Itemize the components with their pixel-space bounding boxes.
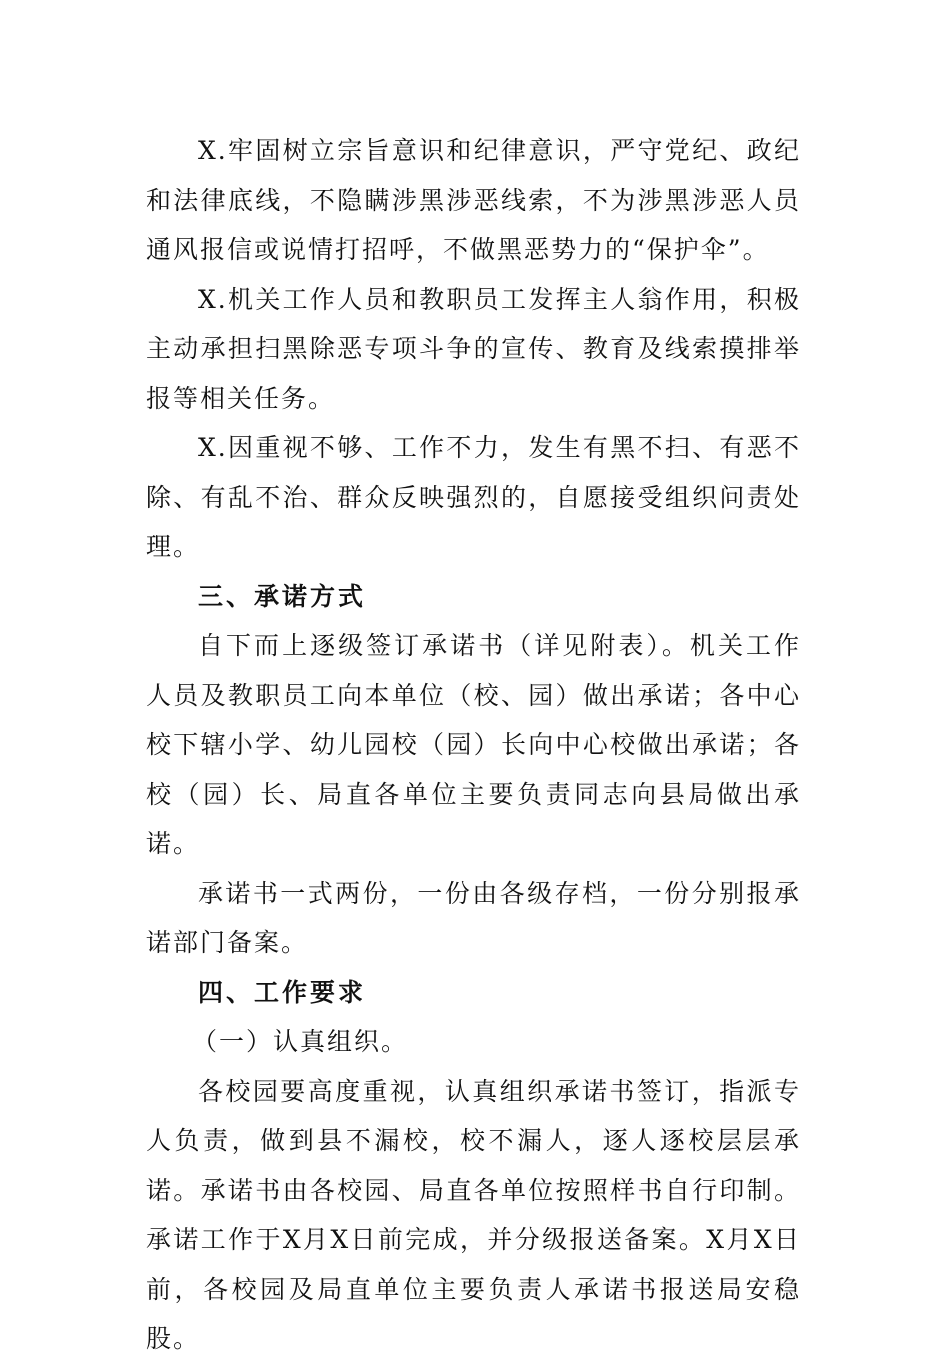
paragraph-commitment-procedure: 自下而上逐级签订承诺书（详见附表）。机关工作人员及教职员工向本单位（校、园）做出承诺；各中心校下辖小学、幼儿园校（园）长向中心校做出承诺；各校（园）长、局直各单位主要负责同志向县局做出承诺。 <box>146 631 801 858</box>
paragraph-organize-details: 各校园要高度重视，认真组织承诺书签订，指派专人负责，做到县不漏校，校不漏人，逐人逐校层层承诺。承诺书由各校园、局直各单位按照样书自行印制。承诺工作于X月X日前完成，并分级报送备案。X月X日前，各校园及局直单位主要负责人承诺书报送局安稳股。 <box>146 1076 801 1353</box>
section-heading-work-requirements: 四、工作要求 <box>198 977 367 1007</box>
paragraph-item-protection-umbrella: X.牢固树立宗旨意识和纪律意识，严守党纪、政纪和法律底线，不隐瞒涉黑涉恶线索，不为涉黑涉恶人员通风报信或说情打招呼，不做黑恶势力的“保护伞”。 <box>146 136 801 264</box>
document-body <box>146 126 801 1364</box>
paragraph-commitment-copies: 承诺书一式两份，一份由各级存档，一份分别报承诺部门备案。 <box>146 878 801 957</box>
paragraph-item-staff-role: X.机关工作人员和教职员工发挥主人翁作用，积极主动承担扫黑除恶专项斗争的宣传、教育及线索摸排举报等相关任务。 <box>146 284 801 413</box>
section-heading-commitment-method: 三、承诺方式 <box>198 581 367 611</box>
paragraph-item-accountability: X.因重视不够、工作不力，发生有黑不扫、有恶不除、有乱不治、群众反映强烈的，自愿接受组织问责处理。 <box>146 433 801 561</box>
subsection-heading-organize: （一）认真组织。 <box>192 1027 409 1056</box>
